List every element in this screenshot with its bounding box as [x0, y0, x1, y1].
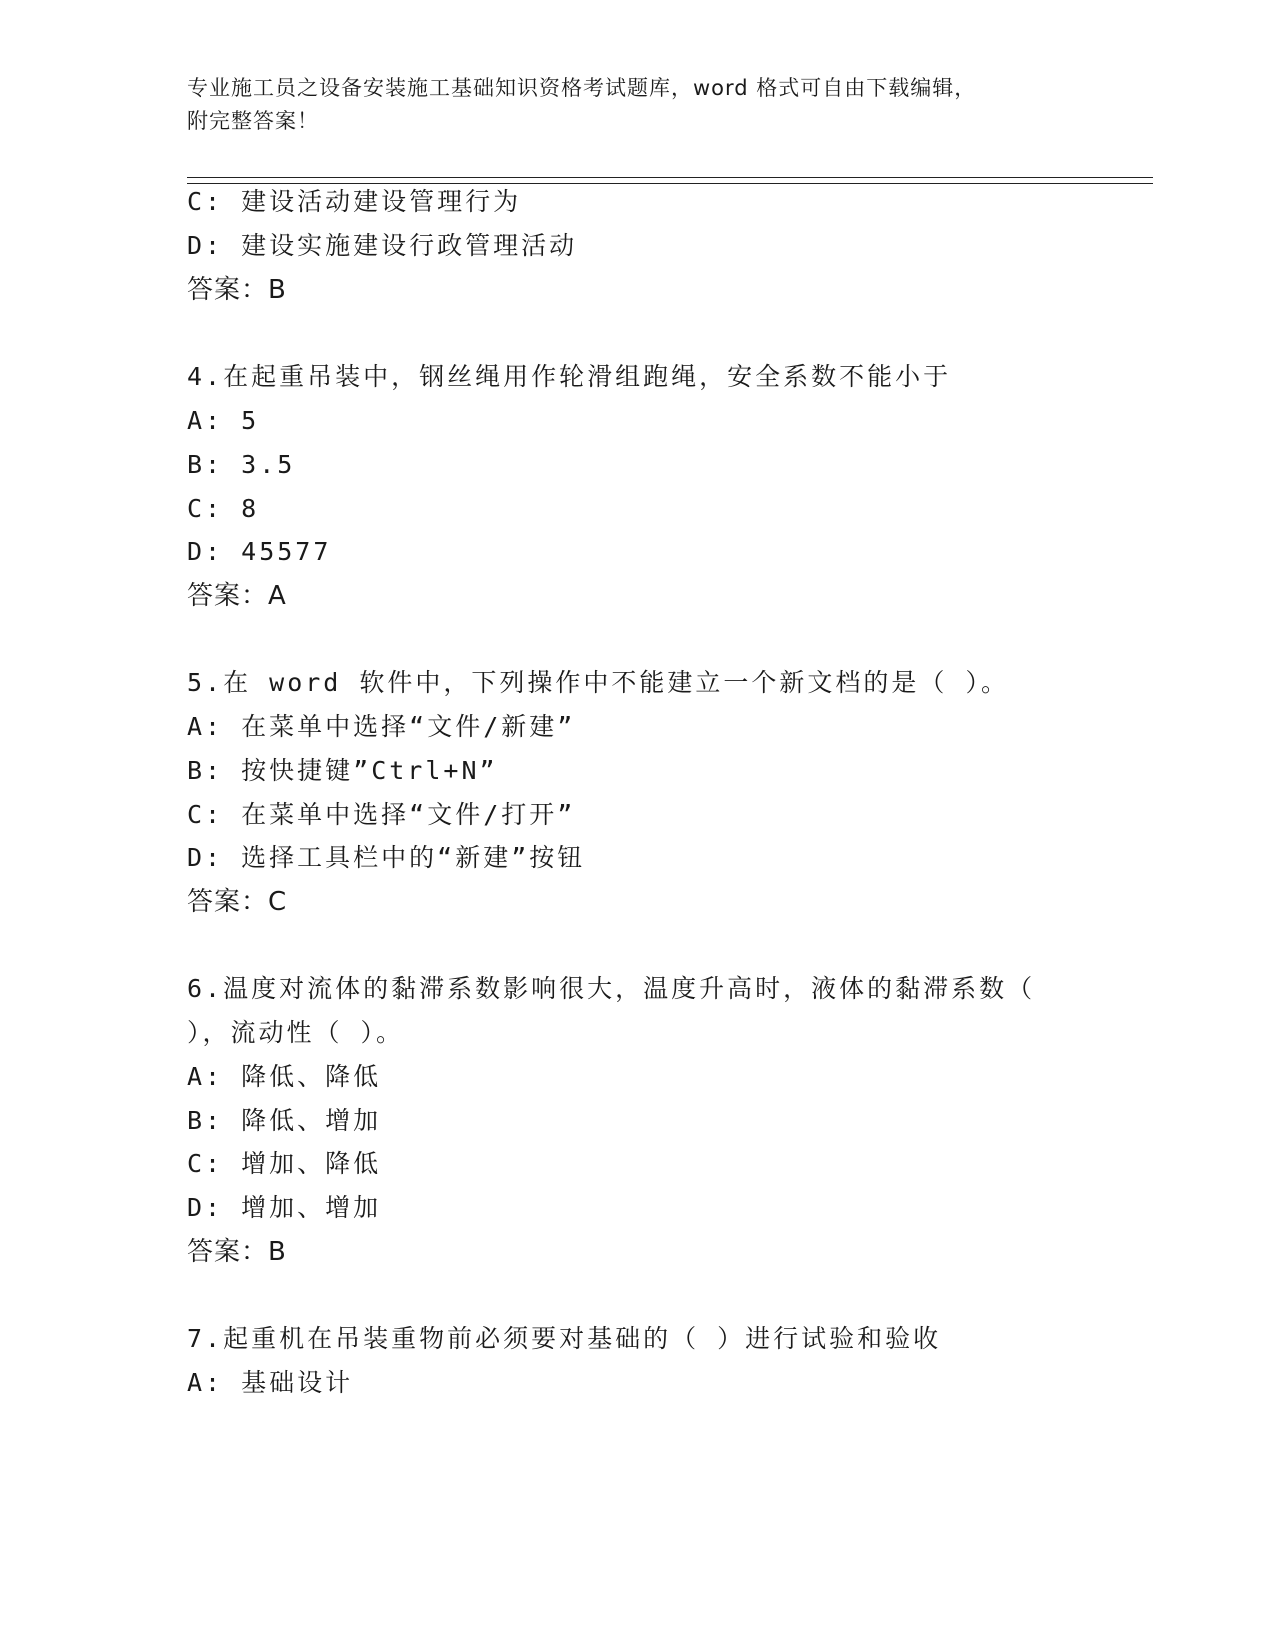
option-d: D: 选择工具栏中的“新建”按钮	[187, 843, 586, 872]
option-a: A: 基础设计	[187, 1368, 354, 1397]
answer: 答案：B	[187, 275, 287, 305]
option-b: B: 降低、增加	[187, 1106, 382, 1135]
answer: 答案：A	[187, 581, 287, 611]
option-b: B: 按快捷键”Ctrl+N”	[187, 756, 498, 785]
option-a: A: 5	[187, 406, 260, 435]
option-a: A: 在菜单中选择“文件/新建”	[187, 712, 576, 741]
header-rule-top	[187, 177, 1153, 178]
option-c: C: 建设活动建设管理行为	[187, 187, 522, 216]
document-header	[187, 72, 1067, 138]
option-d: D: 建设实施建设行政管理活动	[187, 231, 578, 260]
option-b: B: 3.5	[187, 450, 296, 479]
question-6-cont: ），流动性（ ）。	[187, 1018, 405, 1047]
option-d: D: 增加、增加	[187, 1193, 382, 1222]
question-5: 5.在 word 软件中，下列操作中不能建立一个新文档的是（ ）。	[187, 668, 1009, 697]
answer: 答案：C	[187, 887, 288, 917]
option-c: C: 在菜单中选择“文件/打开”	[187, 800, 576, 829]
header-line-1: 专业施工员之设备安装施工基础知识资格考试题库，word 格式可自由下载编辑，	[187, 76, 977, 100]
header-line-2: 附完整答案！	[187, 109, 319, 133]
option-a: A: 降低、降低	[187, 1062, 382, 1091]
option-c: C: 增加、降低	[187, 1149, 382, 1178]
question-4: 4.在起重吊装中，钢丝绳用作轮滑组跑绳，安全系数不能小于	[187, 362, 952, 391]
question-7: 7.起重机在吊装重物前必须要对基础的（ ）进行试验和验收	[187, 1324, 942, 1353]
option-d: D: 45577	[187, 537, 332, 566]
answer: 答案：B	[187, 1237, 287, 1267]
option-c: C: 8	[187, 494, 260, 523]
header-rule-bottom	[187, 183, 1153, 184]
question-6: 6.温度对流体的黏滞系数影响很大，温度升高时，液体的黏滞系数（	[187, 974, 1036, 1003]
